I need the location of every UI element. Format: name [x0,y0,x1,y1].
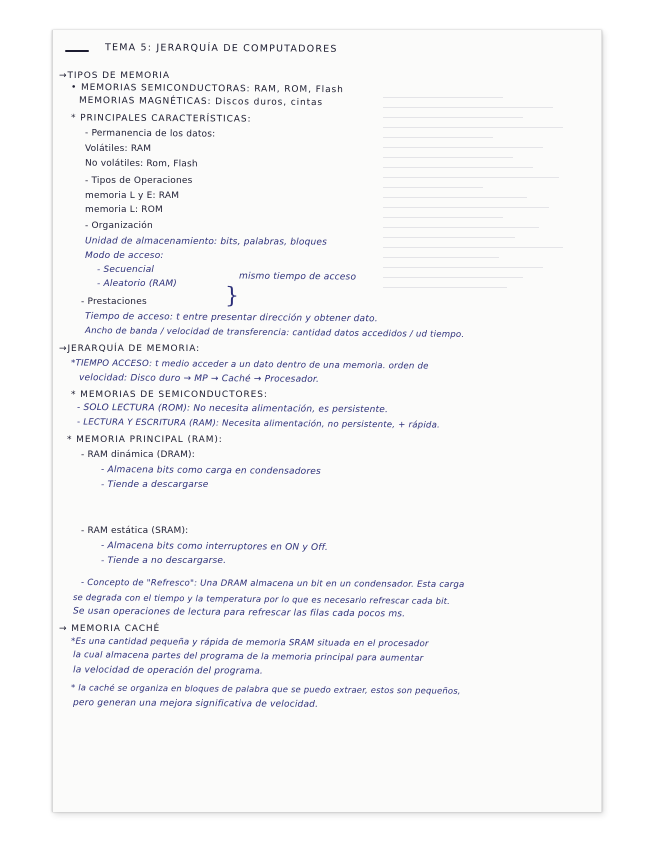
text-line: * la caché se organiza en bloques de palabra que se puedo extraer, estos son pequeños, [70,682,461,696]
text-line: mismo tiempo de acceso [238,271,357,283]
text-line: - Aleatorio (RAM) [97,279,178,289]
text-line: pero generan una mejora significativa de velocidad. [72,698,319,710]
text-line: - Tiende a no descargarse. [101,556,227,566]
heading-jerarquia: →JERARQUÍA DE MEMORIA: [59,344,201,354]
text-line: Modo de acceso: [85,251,164,261]
text-line: Ancho de banda / velocidad de transferencia: cantidad datos accedidos / ud tiempo. [84,326,465,340]
text-line: - RAM dinámica (DRAM): [81,450,195,460]
text-line: se degrada con el tiempo y la temperatura por lo que es necesario refrescar cada bit. [72,592,451,606]
text-line: - Almacena bits como carga en condensadores [100,465,321,477]
brace-symbol: } [225,284,239,309]
text-line: la cual almacena partes del programa de la memoria principal para aumentar [72,650,424,664]
text-line: memoria L: ROM [85,205,163,215]
subheading-semiconductores: * MEMORIAS DE SEMICONDUCTORES: [71,390,268,400]
text-line: Volátiles: RAM [85,144,152,154]
text-line: - Secuencial [97,265,155,275]
text-line: velocidad: Disco duro → MP → Caché → Procesador. [78,373,320,385]
text-line: • MEMORIAS SEMICONDUCTORAS: RAM, ROM, Flash [70,82,344,96]
text-line: - LECTURA Y ESCRITURA (RAM): Necesita alimentación, no persistente, + rápida. [76,417,441,431]
bleed-through-texture [383,88,583,568]
text-line: No volátiles: Rom, Flash [84,158,198,170]
text-line: - Permanencia de los datos: [84,128,216,140]
text-line: - Concepto de "Refresco": Una DRAM almacena un bit en un condensador. Esta carga [80,577,465,591]
text-line: - Tiende a descargarse [101,480,209,490]
text-line: - Organización [85,221,153,231]
text-line: *Es una cantidad pequeña y rápida de memoria SRAM situada en el procesador [70,636,429,650]
text-line: Unidad de almacenamiento: bits, palabras, bloques [84,236,328,248]
text-line: Se usan operaciones de lectura para refrescar las filas cada pocos ms. [72,606,406,620]
text-line: la velocidad de operación del programa. [72,665,264,677]
text-line: memoria L y E: RAM [85,191,180,201]
notebook-page [52,30,602,812]
text-line: - Tipos de Operaciones [85,176,193,186]
text-line: *TIEMPO ACCESO: t medio acceder a un dato dentro de una memoria. orden de [70,358,429,372]
heading-tipos-memoria: →TIPOS DE MEMORIA [59,71,170,81]
subheading-caracteristicas: * PRINCIPALES CARACTERÍSTICAS: [70,113,252,125]
heading-memoria-cache: → MEMORIA CACHÉ [59,624,161,634]
text-line: MEMORIAS MAGNÉTICAS: Discos duros, cintas [78,95,324,109]
text-line: Tiempo de acceso: t entre presentar dirección y obtener dato. [84,311,378,325]
text-line: - RAM estática (SRAM): [81,526,189,536]
subheading-memoria-principal: * MEMORIA PRINCIPAL (RAM): [67,435,223,445]
title-dash [65,50,89,52]
text-line: - Prestaciones [81,297,147,307]
text-line: - SOLO LECTURA (ROM): No necesita alimentación, es persistente. [76,402,389,416]
page-title: TEMA 5: JERARQUÍA DE COMPUTADORES [104,42,338,55]
text-line: - Almacena bits como interruptores en ON y Off. [100,541,328,553]
